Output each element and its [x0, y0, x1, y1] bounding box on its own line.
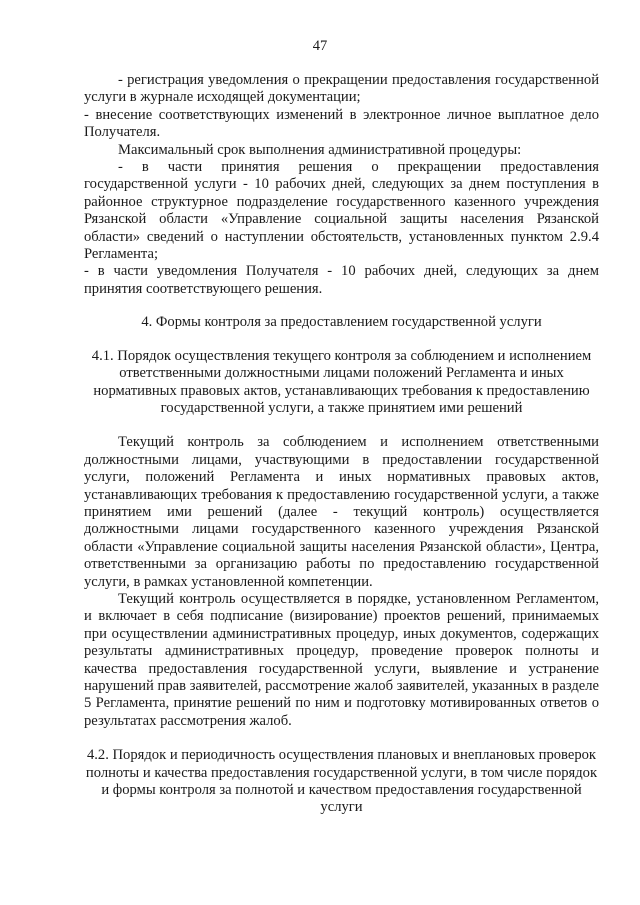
paragraph-registration: - регистрация уведомления о прекращении предоставления государственной услуги в журнале исходящей документации;: [84, 72, 599, 106]
document-body: [84, 72, 599, 817]
paragraph-max-term: Максимальный срок выполнения административной процедуры:: [118, 141, 522, 158]
page-number: 47: [312, 38, 328, 54]
paragraph-decision-term: - в части принятия решения о прекращении предоставления государственной услуги - 10 рабочих дней, следующих за днем поступления в районное структурное подразделение государственного казенного учреждения Рязанской области «Управление социальной защиты населения Рязанской области» сведений о наступлении обстоятельств, установленных пунктом 2.9.4 Регламента;: [84, 159, 599, 263]
section-4-title: 4. Формы контроля за предоставлением государственной услуги: [141, 314, 542, 331]
section-4-1-title: 4.1. Порядок осуществления текущего контроля за соблюдением и исполнением ответственными должностными лицами положений Регламента и иных нормативных правовых актов, устанавливающих требования к предоставлению государственной услуги, а также принятием ими решений: [91, 347, 592, 416]
section-4-2-title: 4.2. Порядок и периодичность осуществления плановых и внеплановых проверок полноты и качества предоставления государственной услуги, в том числе порядок и формы контроля за полнотой и качеством предоставления государственной услуги: [85, 747, 598, 816]
paragraph-current-control: Текущий контроль за соблюдением и исполнением ответственными должностными лицами, участвующими в предоставлении государственной услуги, положений Регламента и иных нормативных правовых актов, устанавливающих требования к предоставлению государственной услуги, а также принятием ими решений (далее - текущий контроль) осуществляется должностными лицами государственного казенного учреждения Рязанской области «Управление социальной защиты населения Рязанской области», Центра, ответственными за организацию работы по предоставлению государственной услуги, в рамках установленной компетенции.: [84, 434, 599, 590]
paragraph-changes: - внесение соответствующих изменений в электронное личное выплатное дело Получателя.: [84, 106, 599, 141]
paragraph-notification-term: - в части уведомления Получателя - 10 рабочих дней, следующих за днем принятия соответствующего решения.: [84, 263, 599, 297]
paragraph-control-procedure: Текущий контроль осуществляется в порядке, установленном Регламентом, и включает в себя подписание (визирование) проектов решений, принимаемых при осуществлении административных процедур, иных документов, содержащих результаты административных процедур, проведение проверок полноты и качества предоставления государственной услуги, выявление и устранение нарушений прав заявителей, рассмотрение жалоб заявителей, указанных в разделе 5 Регламента, принятие решений по ним и подготовку мотивированных ответов о результатах рассмотрения жалоб.: [84, 590, 599, 729]
